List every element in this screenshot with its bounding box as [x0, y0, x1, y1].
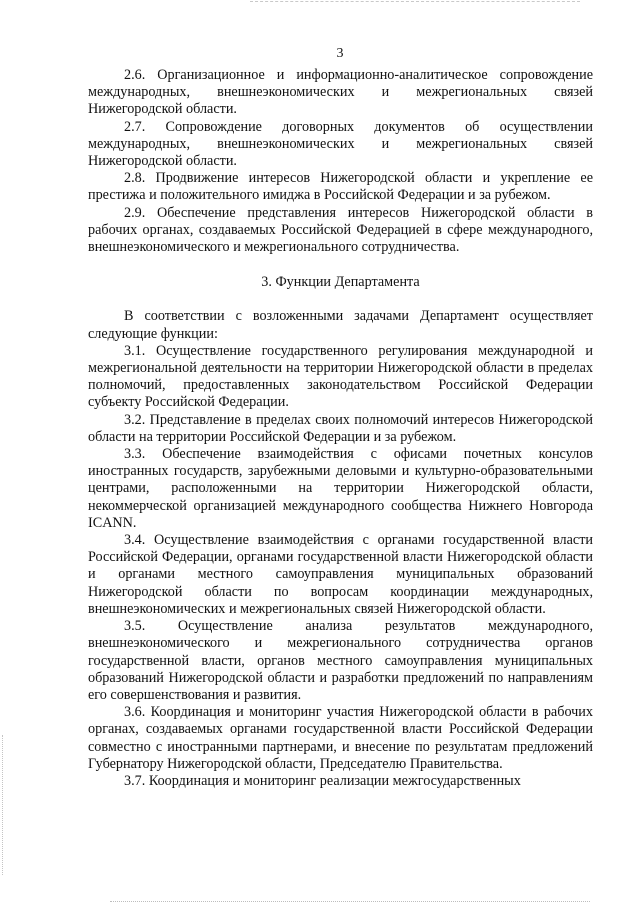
- paragraph-3-6: 3.6. Координация и мониторинг участия Нижегородской области в рабочих органах, создаваемых органами государственной власти Российской Федерации совместно с иностранными партнерами, и внесение по результатам предложений Губернатору Нижегородской области, Председателю Правительства.: [88, 704, 593, 772]
- paragraph-2-7: 2.7. Сопровождение договорных документов об осуществлении международных, внешнеэкономических и межрегиональных связей Нижегородской области.: [88, 118, 593, 170]
- paragraph-3-5: 3.5. Осуществление анализа результатов международного, внешнеэкономического и межрегионального сотрудничества органов государственной власти, органов местного самоуправления муниципальных образований Нижегородской области и разработки предложений по направлениям его совершенствования и развития.: [88, 618, 593, 703]
- paragraph-2-6: 2.6. Организационное и информационно-аналитическое сопровождение международных, внешнеэкономических и межрегиональных связей Нижегородской области.: [88, 67, 593, 118]
- page-number: 3: [336, 46, 344, 61]
- paragraph-2-9: 2.9. Обеспечение представления интересов Нижегородской области в рабочих органах, создаваемых Российской Федерацией в сфере международного, внешнеэкономического и межрегионального сотрудничества.: [88, 204, 593, 256]
- section-heading: 3. Функции Департамента: [261, 274, 420, 291]
- paragraph-3-1: 3.1. Осуществление государственного регулирования международной и межрегиональной деятельности на территории Нижегородской области в пределах полномочий, предоставленных законодательством Российской Федерации субъекту Российской Федерации.: [88, 342, 593, 411]
- paragraph-intro: В соответствии с возложенными задачами Департамент осуществляет следующие функции:: [88, 308, 593, 342]
- paragraph-3-4: 3.4. Осуществление взаимодействия с органами государственной власти Российской Федерации, органами государственной власти Нижегородской области и органами местного самоуправления муниципальных образований Нижегородской области по вопросам координации международных, внешнеэкономических и межрегиональных связей Нижегородской области.: [88, 532, 593, 617]
- paragraph-3-7: 3.7. Координация и мониторинг реализации межгосударственных: [124, 772, 521, 789]
- paragraph-2-8: 2.8. Продвижение интересов Нижегородской области и укрепление ее престижа и положительного имиджа в Российской Федерации и за рубежом.: [88, 170, 593, 204]
- scan-edge-top: [250, 1, 580, 2]
- scan-edge-left: [2, 735, 3, 875]
- paragraph-3-3: 3.3. Обеспечение взаимодействия с офисами почетных консулов иностранных государств, зарубежными деловыми и культурно-образовательными центрами, расположенными на территории Нижегородской области, некоммерческой организацией международного сообщества Нижнего Новгорода ICANN.: [88, 446, 593, 531]
- document-body: [88, 67, 593, 790]
- scan-edge-bottom: [110, 901, 590, 902]
- paragraph-3-2: 3.2. Представление в пределах своих полномочий интересов Нижегородской области на территории Российской Федерации и за рубежом.: [88, 411, 593, 445]
